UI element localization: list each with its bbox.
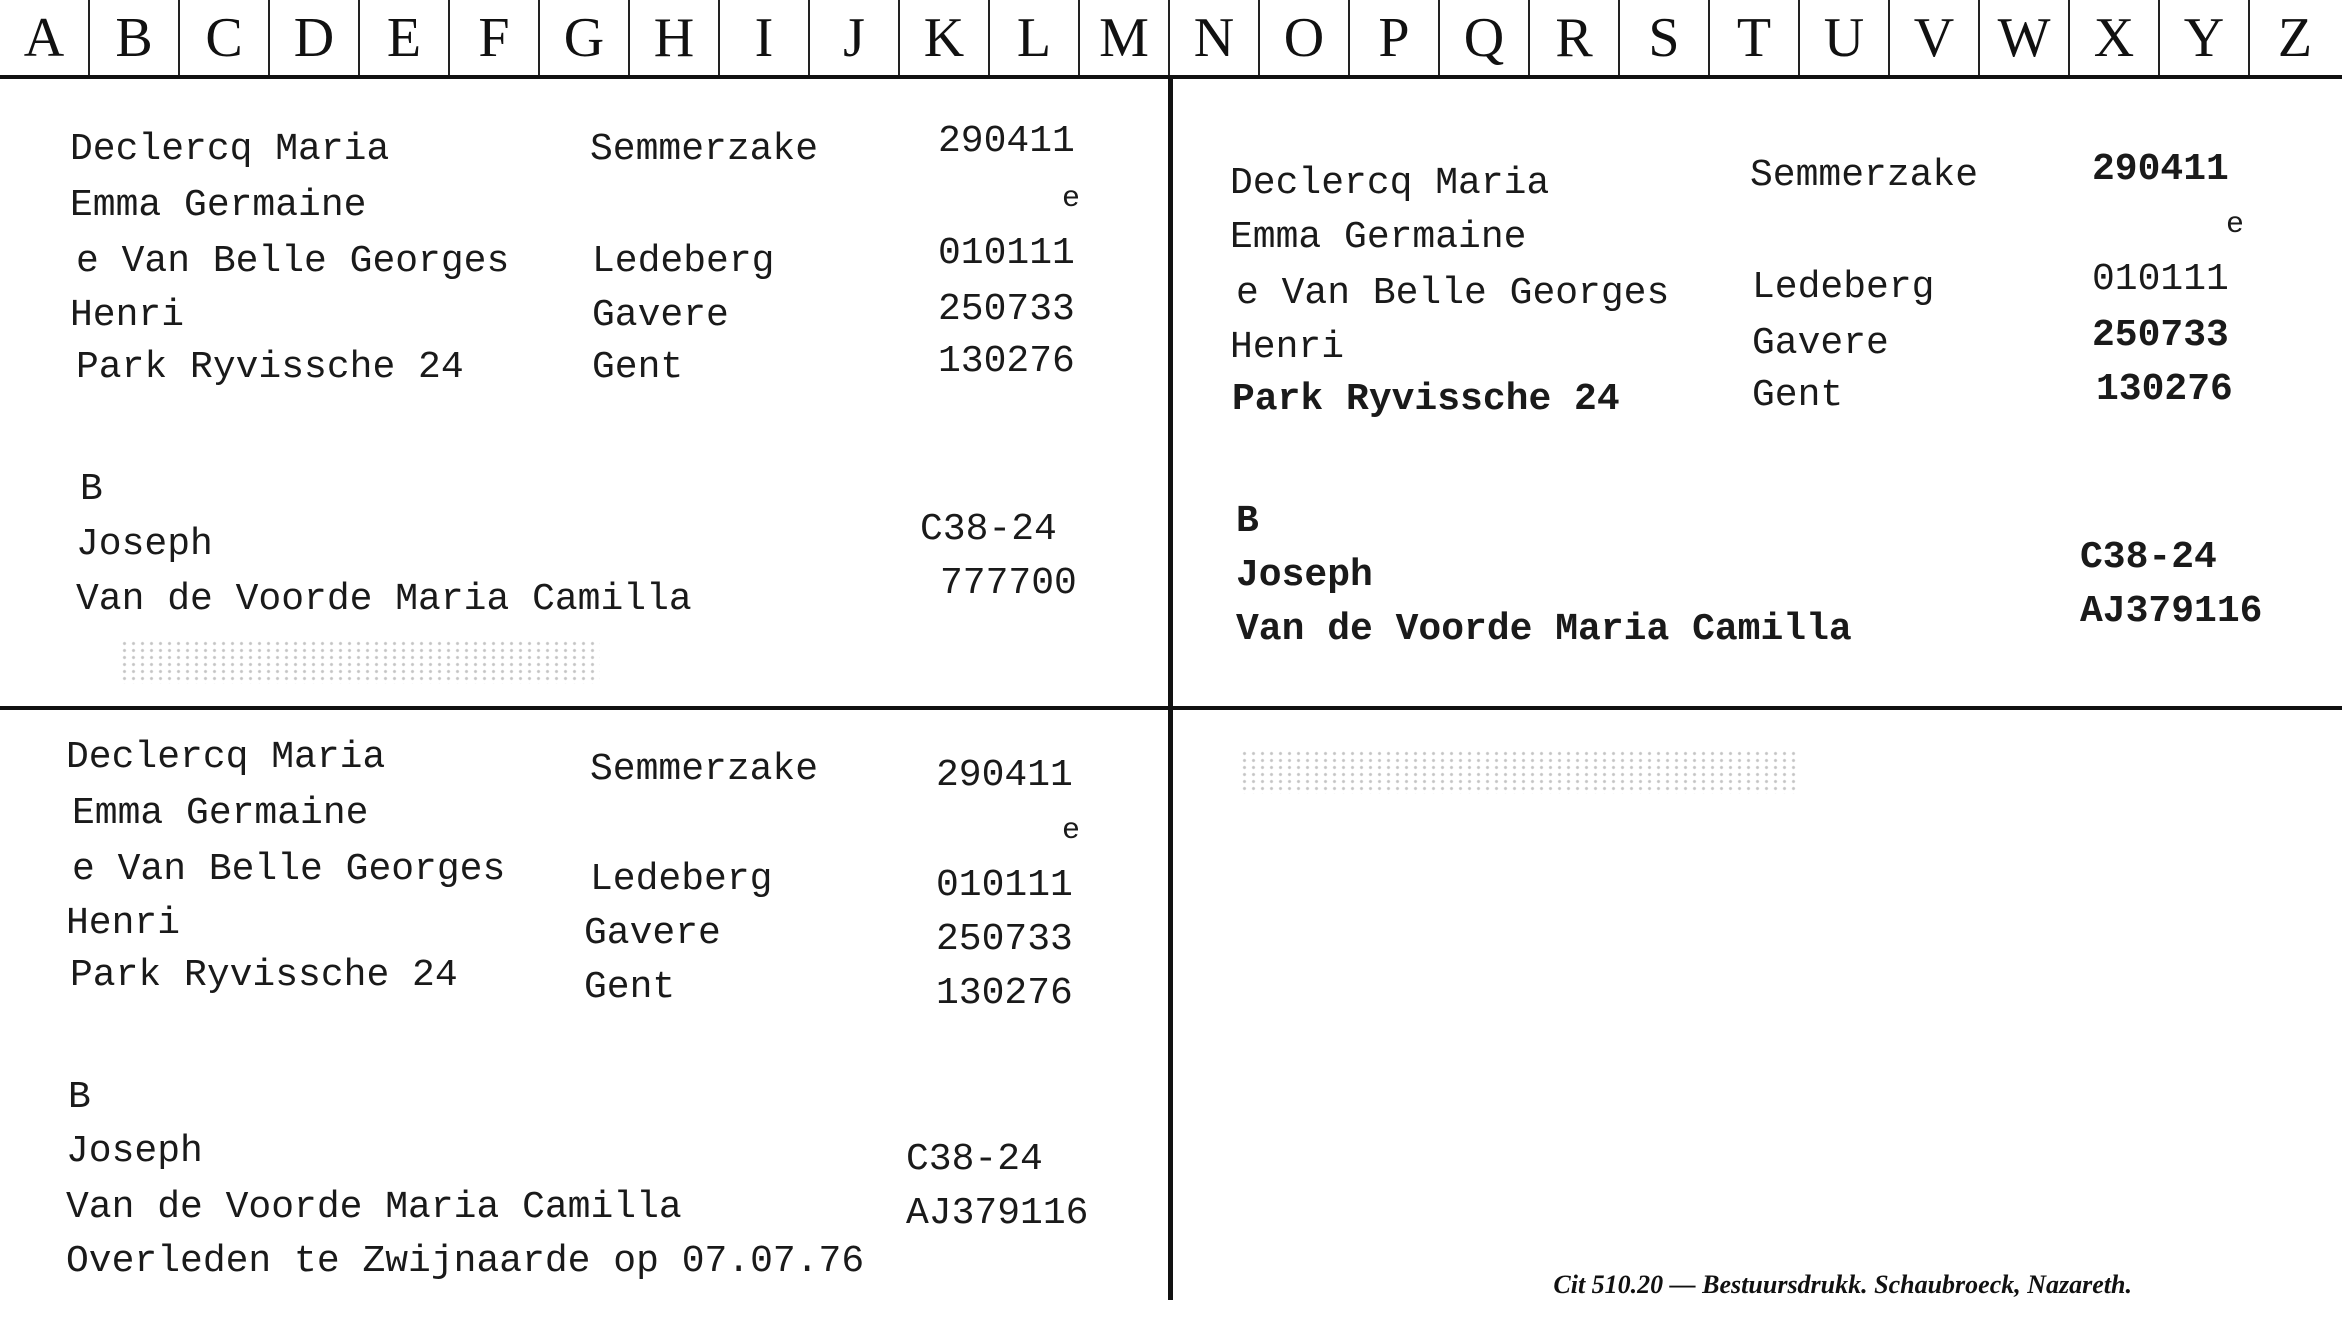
alpha-letter-m: M	[1080, 0, 1170, 75]
name-line-2: Emma Germaine	[1230, 216, 1527, 259]
smudge-mark	[1240, 750, 1800, 794]
alpha-letter-f: F	[450, 0, 540, 75]
date-4: 130276	[936, 972, 1073, 1015]
date-3: 250733	[2092, 314, 2229, 357]
address-line: Park Ryvissche 24	[76, 346, 464, 389]
spouse-line-2: Henri	[1230, 326, 1345, 369]
spouse-line: e Van Belle Georges	[1236, 272, 1670, 315]
ref-code-1: C38-24	[906, 1138, 1043, 1181]
place-1: Semmerzake	[1750, 154, 1979, 197]
death-note: Overleden te Zwijnaarde op 07.07.76	[66, 1240, 865, 1283]
record-card-top-left	[70, 122, 1150, 682]
place-4: Gent	[592, 346, 684, 389]
alpha-letter-x: X	[2070, 0, 2160, 75]
alpha-letter-d: D	[270, 0, 360, 75]
code-letter: B	[80, 468, 103, 511]
date-2: 010111	[2092, 258, 2229, 301]
parent-name: Joseph	[1236, 554, 1373, 597]
ref-code-2: 777700	[940, 562, 1077, 605]
alpha-letter-e: E	[360, 0, 450, 75]
alpha-letter-t: T	[1710, 0, 1800, 75]
name-line-1: Declercq Maria	[1230, 162, 1550, 205]
parents-line: Van de Voorde Maria Camilla	[66, 1186, 682, 1229]
ref-code-1: C38-24	[2080, 536, 2217, 579]
record-card-top-right	[1230, 148, 2320, 676]
alpha-letter-z: Z	[2277, 6, 2313, 69]
spouse-line: e Van Belle Georges	[76, 240, 510, 283]
date-1: 290411	[938, 120, 1075, 163]
date-1: 290411	[2092, 148, 2229, 191]
ref-code-1: C38-24	[920, 508, 1057, 551]
date-3: 250733	[938, 288, 1075, 331]
horizontal-divider	[0, 706, 2342, 710]
ref-code-2: AJ379116	[2080, 590, 2263, 633]
place-4: Gent	[584, 966, 676, 1009]
alpha-letter-u: U	[1800, 0, 1890, 75]
vertical-divider	[1168, 75, 1173, 1300]
address-line: Park Ryvissche 24	[70, 954, 458, 997]
name-line-2: Emma Germaine	[72, 792, 369, 835]
name-line-1: Declercq Maria	[70, 128, 390, 171]
place-3: Gavere	[584, 912, 721, 955]
alpha-letter-p: P	[1350, 0, 1440, 75]
name-line-1: Declercq Maria	[66, 736, 386, 779]
date-suffix: e	[2226, 208, 2245, 242]
alpha-letter-k: K	[900, 0, 990, 75]
alpha-letter-a: A	[0, 0, 90, 75]
place-2: Ledeberg	[1752, 266, 1935, 309]
alpha-letter-y: Y	[2160, 0, 2250, 75]
printer-footer: Cit 510.20 — Bestuursdrukk. Schaubroeck, Nazareth.	[1553, 1270, 2132, 1299]
alpha-letter-q: Q	[1440, 0, 1530, 75]
record-card-bottom-left	[66, 730, 1156, 1290]
parent-name: Joseph	[66, 1130, 203, 1173]
date-1: 290411	[936, 754, 1073, 797]
alpha-letter-g: G	[540, 0, 630, 75]
parents-line: Van de Voorde Maria Camilla	[76, 578, 692, 621]
spouse-line: e Van Belle Georges	[72, 848, 506, 891]
alpha-letter-w: W	[1980, 0, 2070, 75]
alphabet-row	[0, 0, 2342, 75]
alpha-letter-h: H	[630, 0, 720, 75]
alpha-letter-b: B	[90, 0, 180, 75]
spouse-line-2: Henri	[70, 294, 185, 337]
date-4: 130276	[938, 340, 1075, 383]
ref-code-2: AJ379116	[906, 1192, 1089, 1235]
place-1: Semmerzake	[590, 128, 819, 171]
date-2: 010111	[936, 864, 1073, 907]
alpha-letter-i: I	[720, 0, 810, 75]
alpha-letter-j: J	[810, 0, 900, 75]
alpha-letter-s: S	[1620, 0, 1710, 75]
alpha-letter-l: L	[990, 0, 1080, 75]
alpha-letter-v: V	[1890, 0, 1980, 75]
date-2: 010111	[938, 232, 1075, 275]
parents-line: Van de Voorde Maria Camilla	[1236, 608, 1852, 651]
name-line-2: Emma Germaine	[70, 184, 367, 227]
place-4: Gent	[1752, 374, 1844, 417]
alpha-letter-r: R	[1530, 0, 1620, 75]
date-4: 130276	[2096, 368, 2233, 411]
address-line: Park Ryvissche 24	[1232, 378, 1620, 421]
place-3: Gavere	[592, 294, 729, 337]
alphabet-index-header	[0, 0, 2342, 79]
place-1: Semmerzake	[590, 748, 819, 791]
smudge-mark	[120, 640, 600, 684]
code-letter: B	[1236, 500, 1259, 543]
code-letter: B	[68, 1076, 91, 1119]
place-2: Ledeberg	[590, 858, 773, 901]
date-suffix: e	[1062, 182, 1081, 216]
alpha-letter-o: O	[1260, 0, 1350, 75]
parent-name: Joseph	[76, 523, 213, 566]
alpha-letter-n: N	[1170, 0, 1260, 75]
alpha-letter-c: C	[180, 0, 270, 75]
spouse-line-2: Henri	[66, 902, 181, 945]
place-2: Ledeberg	[592, 240, 775, 283]
date-3: 250733	[936, 918, 1073, 961]
date-suffix: e	[1062, 814, 1081, 848]
place-3: Gavere	[1752, 322, 1889, 365]
